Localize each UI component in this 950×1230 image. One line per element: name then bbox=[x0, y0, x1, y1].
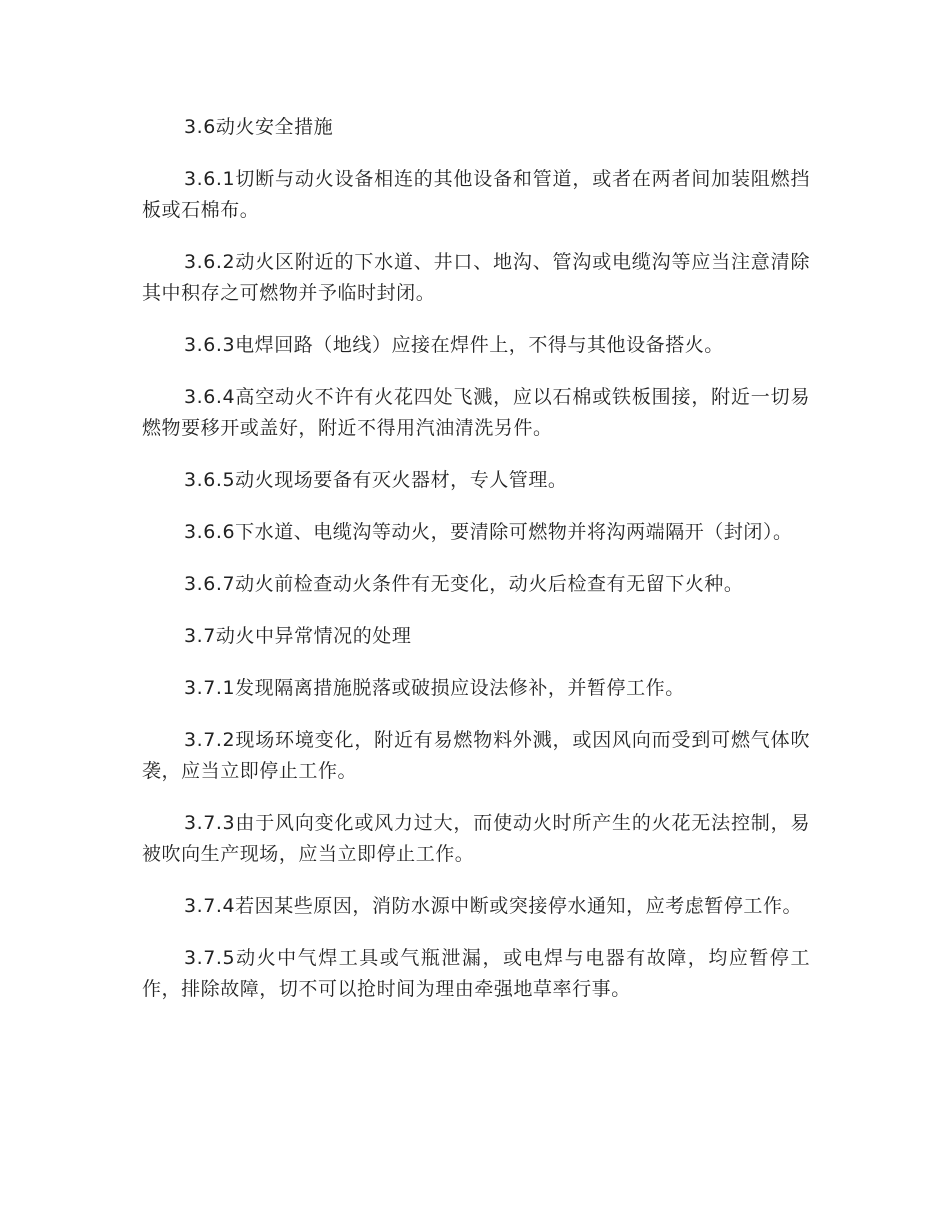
paragraph-3-7-1: 3.7.1发现隔离措施脱落或破损应设法修补，并暂停工作。 bbox=[184, 677, 685, 699]
paragraph-3-6-6: 3.6.6下水道、电缆沟等动火，要清除可燃物并将沟两端隔开（封闭）。 bbox=[184, 521, 793, 543]
paragraph-3-6-1: 3.6.1切断与动火设备相连的其他设备和管道，或者在两者间加装阻燃挡板或石棉布。 bbox=[142, 168, 810, 221]
paragraph-3-7-3: 3.7.3由于风向变化或风力过大，而使动火时所产生的火花无法控制，易被吹向生产现场，应当立即停止工作。 bbox=[142, 812, 810, 865]
paragraph-3-6-7: 3.6.7动火前检查动火条件有无变化，动火后检查有无留下火种。 bbox=[184, 573, 744, 595]
paragraph-3-6-3: 3.6.3电焊回路（地线）应接在焊件上，不得与其他设备搭火。 bbox=[184, 334, 724, 356]
paragraph-3-7-5: 3.7.5动火中气焊工具或气瓶泄漏，或电焊与电器有故障，均应暂停工作，排除故障，切不可以抢时间为理由牵强地草率行事。 bbox=[142, 947, 810, 1000]
paragraph-3-7-4: 3.7.4若因某些原因，消防水源中断或突接停水通知，应考虑暂停工作。 bbox=[184, 895, 803, 917]
paragraph-3-7-2: 3.7.2现场环境变化，附近有易燃物料外溅，或因风向而受到可燃气体吹袭，应当立即停止工作。 bbox=[142, 729, 810, 782]
paragraph-3-6-5: 3.6.5动火现场要备有灭火器材，专人管理。 bbox=[184, 469, 568, 491]
document-body bbox=[142, 112, 810, 1005]
section-heading-3-7: 3.7动火中异常情况的处理 bbox=[184, 625, 412, 647]
paragraph-3-6-4: 3.6.4高空动火不许有火花四处飞溅，应以石棉或铁板围接，附近一切易燃物要移开或盖好，附近不得用汽油清洗另件。 bbox=[142, 386, 810, 439]
section-heading-3-6: 3.6动火安全措施 bbox=[184, 116, 334, 138]
paragraph-3-6-2: 3.6.2动火区附近的下水道、井口、地沟、管沟或电缆沟等应当注意清除其中积存之可燃物并予临时封闭。 bbox=[142, 251, 810, 304]
